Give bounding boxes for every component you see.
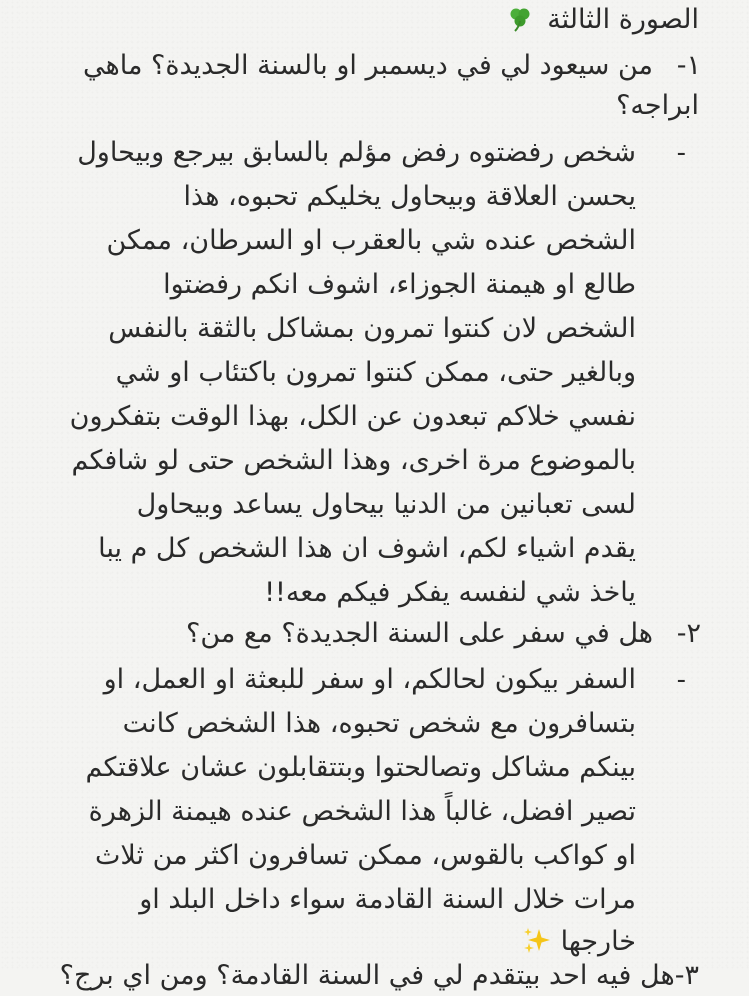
- answer-1-line: لسى تعبانين من الدنيا بيحاول يساعد وبيحاول: [136, 489, 636, 520]
- answer-1-line: الشخص لان كنتوا تمرون بمشاكل بالثقة بالنفس: [108, 313, 636, 344]
- answer-1-line: يحسن العلاقة وبيحاول يخليكم تحبوه، هذا: [183, 181, 636, 212]
- answer-2-line: بينكم مشاكل وتصالحتوا وبتتقابلون عشان علاقتكم: [85, 752, 636, 783]
- answer-2-line: خارجها: [560, 926, 636, 957]
- answer-2-line: بتسافرون مع شخص تحبوه، هذا الشخص كانت: [122, 708, 636, 739]
- note-title-text: الصورة الثالثة: [547, 4, 699, 35]
- answer-1-line: شخص رفضتوه رفض مؤلم بالسابق بيرجع وبيحاول: [77, 137, 636, 168]
- answer-1-line: نفسي خلاكم تبعدون عن الكل، بهذا الوقت بتفكرون: [69, 401, 636, 432]
- answer-2-line: او كواكب بالقوس، ممكن تسافرون اكثر من ثلاث: [94, 840, 636, 871]
- answer-1-line: طالع او هيمنة الجوزاء، اشوف انكم رفضتوا: [163, 269, 636, 300]
- answer-2-line: تصير افضل، غالباً هذا الشخص عنده هيمنة الزهرة: [88, 796, 636, 827]
- sparkles-icon: [522, 926, 552, 956]
- answer-1-line: بالموضوع مرة اخرى، وهذا الشخص حتى لو شافكم: [71, 445, 636, 476]
- note-title: [507, 0, 699, 40]
- question-3-partial-line: ٣-هل فيه احد بيتقدم لي في السنة القادمة؟ ومن اي برج؟: [59, 960, 699, 991]
- question-1-line-1: من سيعود لي في ديسمبر او بالسنة الجديدة؟ ماهي: [82, 50, 653, 81]
- question-1-number: ١-: [676, 50, 701, 81]
- question-2-number: ٢-: [676, 618, 701, 649]
- answer-1-bullet: -: [676, 138, 686, 168]
- answer-1-line: ياخذ شي لنفسه يفكر فيكم معه!!: [264, 577, 636, 608]
- question-1-line-2: ابراجه؟: [616, 90, 699, 121]
- answer-2-line: السفر بيكون لحالكم، او سفر للبعثة او العمل، او: [103, 664, 636, 695]
- shamrock-icon: [507, 6, 533, 32]
- answer-1-line: الشخص عنده شي بالعقرب او السرطان، ممكن: [106, 225, 636, 256]
- answer-2-line: مرات خلال السنة القادمة سواء داخل البلد او: [139, 884, 636, 915]
- question-2-line-1: هل في سفر على السنة الجديدة؟ مع من؟: [185, 618, 653, 649]
- answer-2-bullet: -: [676, 665, 686, 695]
- answer-1-line: يقدم اشياء لكم، اشوف ان هذا الشخص كل م يبا: [98, 533, 636, 564]
- answer-1-line: وبالغير حتى، ممكن كنتوا تمرون باكتئاب او شي: [115, 357, 636, 388]
